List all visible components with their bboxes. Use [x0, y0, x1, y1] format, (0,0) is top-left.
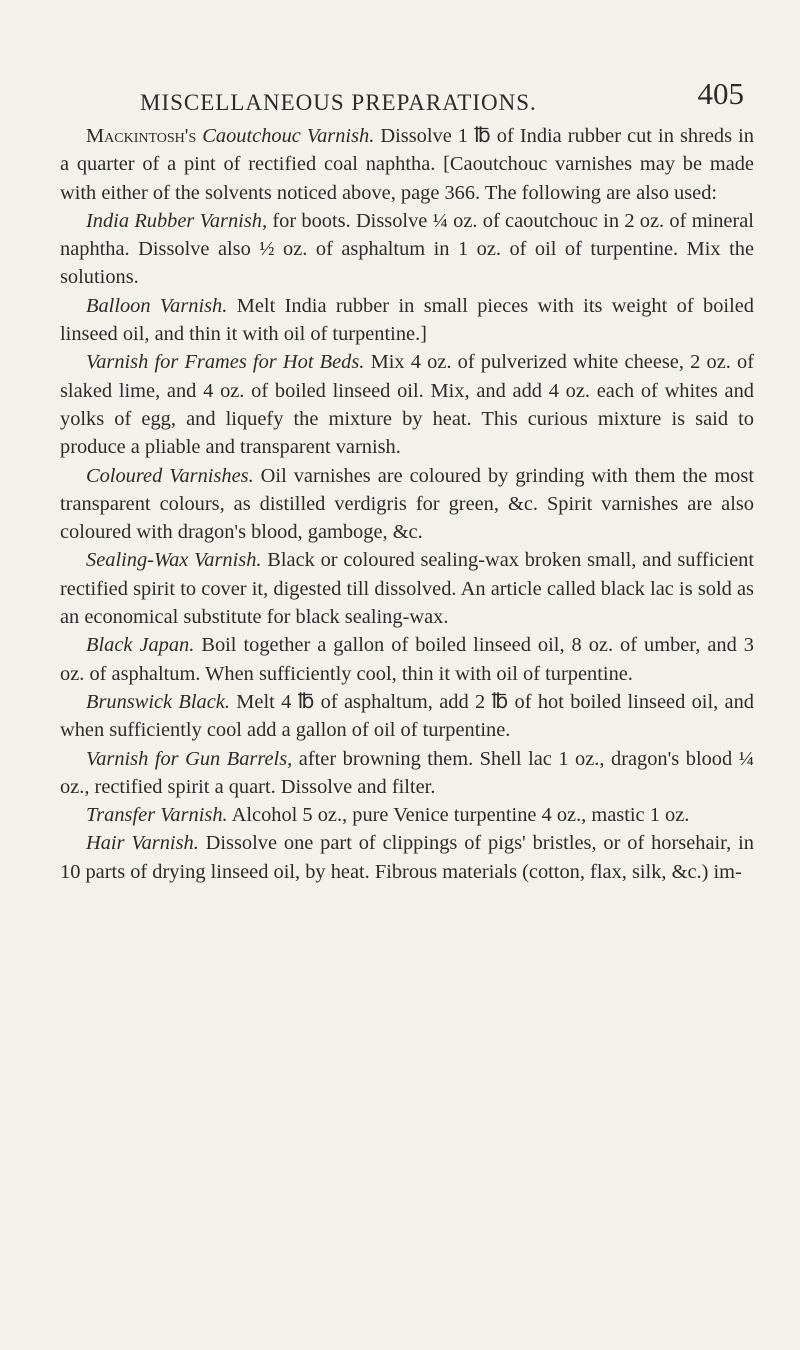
- paragraph-title: Transfer Varnish.: [86, 804, 228, 827]
- paragraph-text: Black or coloured sealing-wax broken small, and sufficient rectified spirit to cover it, digested till dissolved. An article called black lac is sold as an economical substitute for black sealing-wax.: [60, 549, 754, 629]
- paragraph-black-japan: [60, 631, 754, 688]
- paragraph-balloon-varnish: [60, 292, 754, 349]
- running-head: [60, 72, 754, 122]
- paragraph-title: Brunswick Black.: [86, 690, 230, 713]
- paragraph-transfer-varnish: [60, 801, 754, 829]
- paragraph-sealing-wax-varnish: [60, 546, 754, 631]
- paragraph-text: for boots. Dissolve ¼ oz. of caoutchouc in 2 oz. of mineral naphtha. Dissolve also ½ oz. of asphaltum in 1 oz. of oil of turpentine. Mix the solutions.: [60, 209, 754, 289]
- paragraph-title: Balloon Varnish.: [86, 294, 228, 317]
- paragraph-title: Black Japan.: [86, 634, 195, 657]
- paragraph-title: Hair Varnish.: [86, 832, 199, 855]
- paragraph-text: Melt India rubber in small pieces with its weight of boiled linseed oil, and thin it with oil of turpentine.]: [60, 294, 754, 346]
- paragraph-title: Caoutchouc Varnish.: [202, 125, 375, 147]
- body-text: [60, 122, 754, 886]
- paragraph-text: Dissolve one part of clippings of pigs' bristles, or of horsehair, in 10 parts of drying linseed oil, by heat. Fibrous materials (cotton, flax, silk, &c.) im-: [60, 832, 754, 883]
- paragraph-title: Varnish for Gun Barrels,: [86, 747, 293, 770]
- paragraph-text: Boil together a gallon of boiled linseed oil, 8 oz. of umber, and 3 oz. of asphaltum. When sufficiently cool, thin it with oil of turpentine.: [60, 634, 754, 685]
- paragraph-text: after browning them. Shell lac 1 oz., dragon's blood ¼ oz., rectified spirit a quart. Dissolve and filter.: [60, 747, 754, 798]
- running-title: MISCELLANEOUS PREPARATIONS.: [140, 90, 537, 115]
- paragraph-title: Coloured Varnishes.: [86, 464, 254, 487]
- paragraph-title: Sealing-Wax Varnish.: [86, 549, 262, 572]
- paragraph-text: Mix 4 oz. of pulverized white cheese, 2 oz. of slaked lime, and 4 oz. of boiled linseed oil. Mix, and add 4 oz. each of whites and yolks of egg, and liquefy the mixture by heat. This curious mixture is said to produce a pliable and transparent varnish.: [60, 351, 754, 459]
- paragraph-brunswick-black: [60, 688, 754, 745]
- paragraph-hot-bed-frame-varnish: [60, 348, 754, 461]
- paragraph-title: Varnish for Frames for Hot Beds.: [86, 351, 365, 374]
- paragraph-text: Dissolve 1 ℔ of India rubber cut in shreds in a quarter of a pint of rectified coal naphtha. [Caoutchouc varnishes may be made with either of the solvents noticed above, page 366. The following are also used:: [60, 125, 754, 204]
- paragraph-gun-barrel-varnish: [60, 745, 754, 802]
- paragraph-text: Oil varnishes are coloured by grinding with them the most transparent colours, as distilled verdigris for green, &c. Spirit varnishes are also coloured with dragon's blood, gamboge, &c.: [60, 464, 754, 544]
- paragraph-coloured-varnishes: [60, 462, 754, 547]
- paragraph-hair-varnish: [60, 829, 754, 886]
- paragraph-mackintosh-varnish: [60, 122, 754, 207]
- paragraph-title-lead: Mackintosh's: [86, 125, 197, 147]
- paragraph-text: Alcohol 5 oz., pure Venice turpentine 4 oz., mastic 1 oz.: [231, 804, 690, 827]
- paragraph-text: Melt 4 ℔ of asphaltum, add 2 ℔ of hot boiled linseed oil, and when sufficiently cool add a gallon of oil of turpentine.: [60, 690, 754, 742]
- paragraph-title: India Rubber Varnish,: [86, 209, 268, 232]
- paragraph-india-rubber-varnish: [60, 207, 754, 292]
- page-number: 405: [697, 76, 744, 111]
